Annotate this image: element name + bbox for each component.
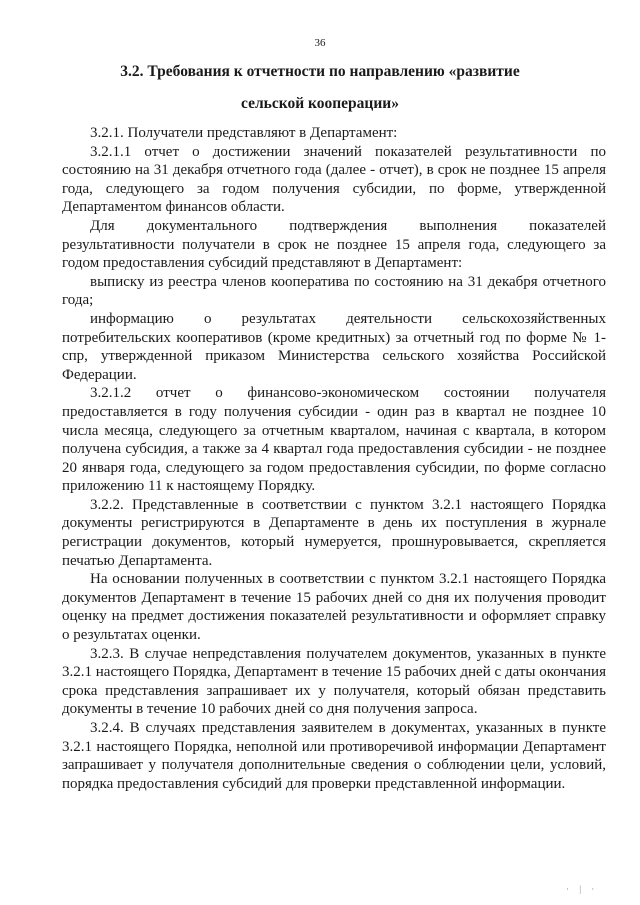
paragraph-3-2-4: 3.2.4. В случаях представления заявителем в документах, указанных в пункте 3.2.1 настоящего Порядка, неполной или противоречивой информации Департамент запрашивает у получателя дополнительные сведения о соблюдении цели, условий, порядка предоставления субсидий для проверки представленной информации. bbox=[62, 720, 606, 792]
section-heading-line-2: сельской кооперации» bbox=[241, 95, 399, 112]
document-body bbox=[62, 124, 606, 793]
list-item-activity-info: информацию о результатах деятельности сельскохозяйственных потребительских кооперативов (кроме кредитных) за отчетный год по форме № 1-спр, утвержденной приказом Министерства сельского хозяйства Российской Федерации. bbox=[62, 310, 606, 383]
page-number: 36 bbox=[314, 37, 326, 49]
paragraph-confirmation-docs: Для документального подтверждения выполнения показателей результативности получатели в срок не позднее 15 апреля года, следующего за годом предоставления субсидий представляют в Департамент: bbox=[62, 217, 606, 272]
list-item-member-registry: выписку из реестра членов кооператива по состоянию на 31 декабря отчетного года; bbox=[62, 273, 606, 309]
paragraph-3-2-1-2: 3.2.1.2 отчет о финансово-экономическом состоянии получателя предоставляется в году получения субсидии - один раз в квартал не позднее 10 числа месяца, следующего за отчетным кварталом, начиная с квартала, в котором получена субсидия, а также за 4 квартал года предоставления субсидии - не позднее 20 января года, следующего за годом предоставления субсидии, по форме согласно приложению 11 к настоящему Порядку. bbox=[62, 385, 606, 495]
scan-mark: · | · bbox=[566, 884, 599, 894]
section-heading-line-1: 3.2. Требования к отчетности по направлению «развитие bbox=[120, 63, 520, 80]
paragraph-3-2-1: 3.2.1. Получатели представляют в Департамент: bbox=[90, 125, 398, 141]
paragraph-3-2-3: 3.2.3. В случае непредставления получателем документов, указанных в пункте 3.2.1 настоящего Порядка, Департамент в течение 15 рабочих дней с даты окончания срока представления запрашивает их у получателя, который обязан представить документы в течение 10 рабочих дней со дня получения запроса. bbox=[62, 645, 606, 718]
paragraph-evaluation: На основании полученных в соответствии с пунктом 3.2.1 настоящего Порядка документов Департамент в течение 15 рабочих дней со дня их получения проводит оценку на предмет достижения показателей результативности и оформляет справку о результатах оценки. bbox=[62, 571, 606, 644]
paragraph-3-2-1-1: 3.2.1.1 отчет о достижении значений показателей результативности по состоянию на 31 декабря отчетного года (далее - отчет), в срок не позднее 15 апреля года, следующего за годом получения субсидии, по форме, утвержденной Департаментом финансов области. bbox=[62, 143, 606, 216]
paragraph-3-2-2: 3.2.2. Представленные в соответствии с пунктом 3.2.1 настоящего Порядка документы регистрируются в Департаменте в день их поступления в журнале регистрации документов, который нумеруется, прошнуровывается, скрепляется печатью Департамента. bbox=[62, 496, 606, 569]
